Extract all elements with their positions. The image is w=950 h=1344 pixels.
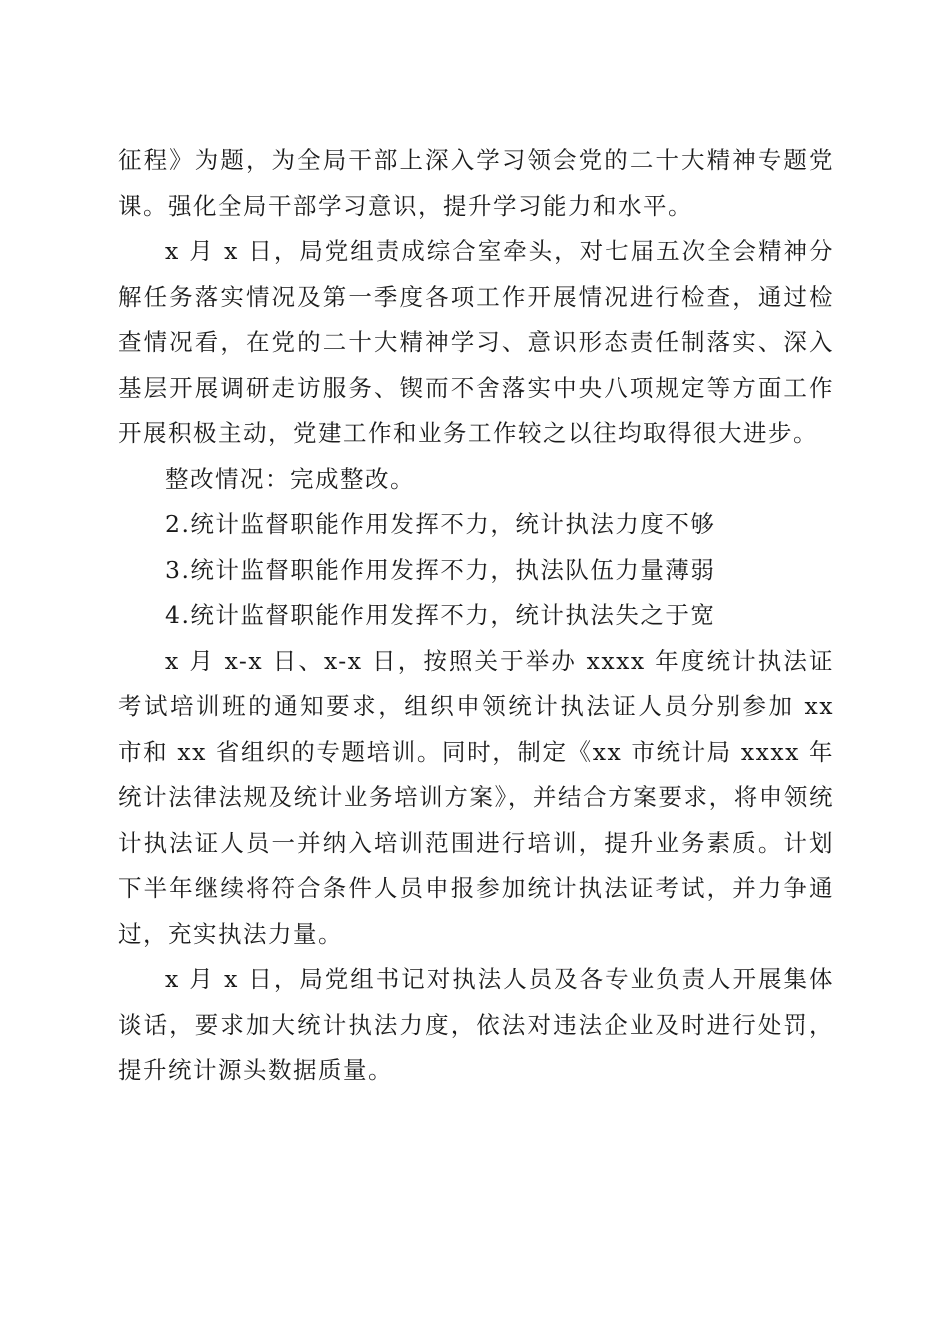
paragraph-party-lecture: 征程》为题，为全局干部上深入学习领会党的二十大精神专题党课。强化全局干部学习意识，提升学习能力和水平。 — [118, 146, 834, 220]
paragraph-training: x 月 x-x 日、x-x 日，按照关于举办 xxxx 年度统计执法证考试培训班的通知要求，组织申领统计执法证人员分别参加 xx 市和 xx 省组织的专题培训。同时，制定《xx 市统计局 xxxx 年统计法律法规及统计业务培训方案》，并结合方案要求，将申领统计执法证人员一并纳入培训范围进行培训，提升业务素质。计划下半年继续将符合条件人员申报参加统计执法证考试，并力争通过，充实执法力量。 — [118, 646, 834, 948]
paragraph-rectification-status: 整改情况：完成整改。 — [165, 464, 415, 493]
paragraph-collective-talk: x 月 x 日，局党组书记对执法人员及各专业负责人开展集体谈话，要求加大统计执法力度，依法对违法企业及时进行处罚，提升统计源头数据质量。 — [118, 965, 834, 1084]
list-item-issue-3: 3.统计监督职能作用发挥不力，执法队伍力量薄弱 — [165, 555, 716, 584]
document-page — [118, 138, 834, 1094]
list-item-issue-2: 2.统计监督职能作用发挥不力，统计执法力度不够 — [165, 510, 716, 538]
list-item-issue-4: 4.统计监督职能作用发挥不力，统计执法失之于宽 — [165, 601, 716, 629]
paragraph-inspection: x 月 x 日，局党组责成综合室牵头，对七届五次全会精神分解任务落实情况及第一季度各项工作开展情况进行检查，通过检查情况看，在党的二十大精神学习、意识形态责任制落实、深入基层开展调研走访服务、锲而不舍落实中央八项规定等方面工作开展积极主动，党建工作和业务工作较之以往均取得很大进步。 — [118, 237, 834, 447]
